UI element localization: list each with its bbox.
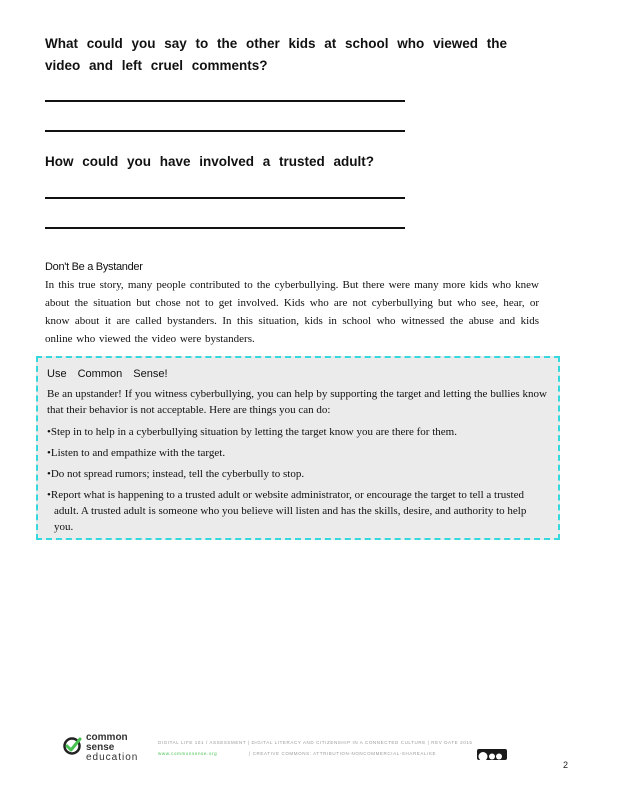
tip-bullet-4: •Report what is happening to a trusted adult or website administrator, or encourage the target to tell a trusted adult. A trusted adult is someone who you believe will listen and has the skills, desire, and authority to help you.: [47, 489, 527, 533]
tip-bullet-2: •Listen to and empathize with the target.: [47, 447, 226, 459]
question-1: What could you say to the other kids at school who viewed the video and left cruel comments?: [45, 36, 508, 73]
tip-box: [36, 356, 560, 540]
tip-box-body: [47, 386, 547, 540]
footer-credits: DIGITAL LIFE 101 / ASSESSMENT | DIGITAL LITERACY AND CITIZENSHIP IN A CONNECTED CULTURE | REV DATE 2015: [158, 740, 473, 745]
tip-bullet-3: •Do not spread rumors; instead, tell the cyberbully to stop.: [47, 468, 305, 480]
logo-line-2: sense: [86, 742, 115, 753]
checkmark-logo-icon: [62, 736, 82, 756]
answer-line-4[interactable]: [45, 227, 405, 229]
logo-wordmark: [86, 733, 138, 763]
tip-bullet-1: •Step in to help in a cyberbullying situation by letting the target know you are there for them.: [47, 426, 457, 438]
tip-box-title: Use Common Sense!: [47, 368, 168, 380]
answer-line-3[interactable]: [45, 197, 405, 199]
footer-license-row: [158, 751, 436, 756]
section-paragraph: In this true story, many people contributed to the cyberbullying. But there were many more kids who knew about the situation but chose not to get involved. Kids who are not cyberbullying but who see, hear, or know about it are called bystanders. In this situation, kids in school who witnessed the abuse and kids online who viewed the video were bystanders.: [45, 279, 539, 345]
question-2: How could you have involved a trusted adult?: [45, 154, 375, 169]
section-heading: Don't Be a Bystander: [45, 261, 143, 273]
common-sense-logo: [62, 733, 152, 769]
footer-license: | CREATIVE COMMONS: ATTRIBUTION-NONCOMMERCIAL-SHAREALIKE: [249, 751, 437, 756]
answer-line-2[interactable]: [45, 130, 405, 132]
page-number: 2: [563, 760, 569, 770]
logo-line-1: common: [86, 732, 128, 743]
tip-intro: Be an upstander! If you witness cyberbullying, you can help by supporting the target and letting the bullies know that their behavior is not acceptable. Here are things you can do:: [47, 388, 547, 416]
logo-line-3: education: [86, 752, 139, 763]
answer-line-1[interactable]: [45, 100, 405, 102]
creative-commons-icon: [477, 749, 507, 760]
footer-url[interactable]: www.commonsense.org: [158, 751, 218, 756]
